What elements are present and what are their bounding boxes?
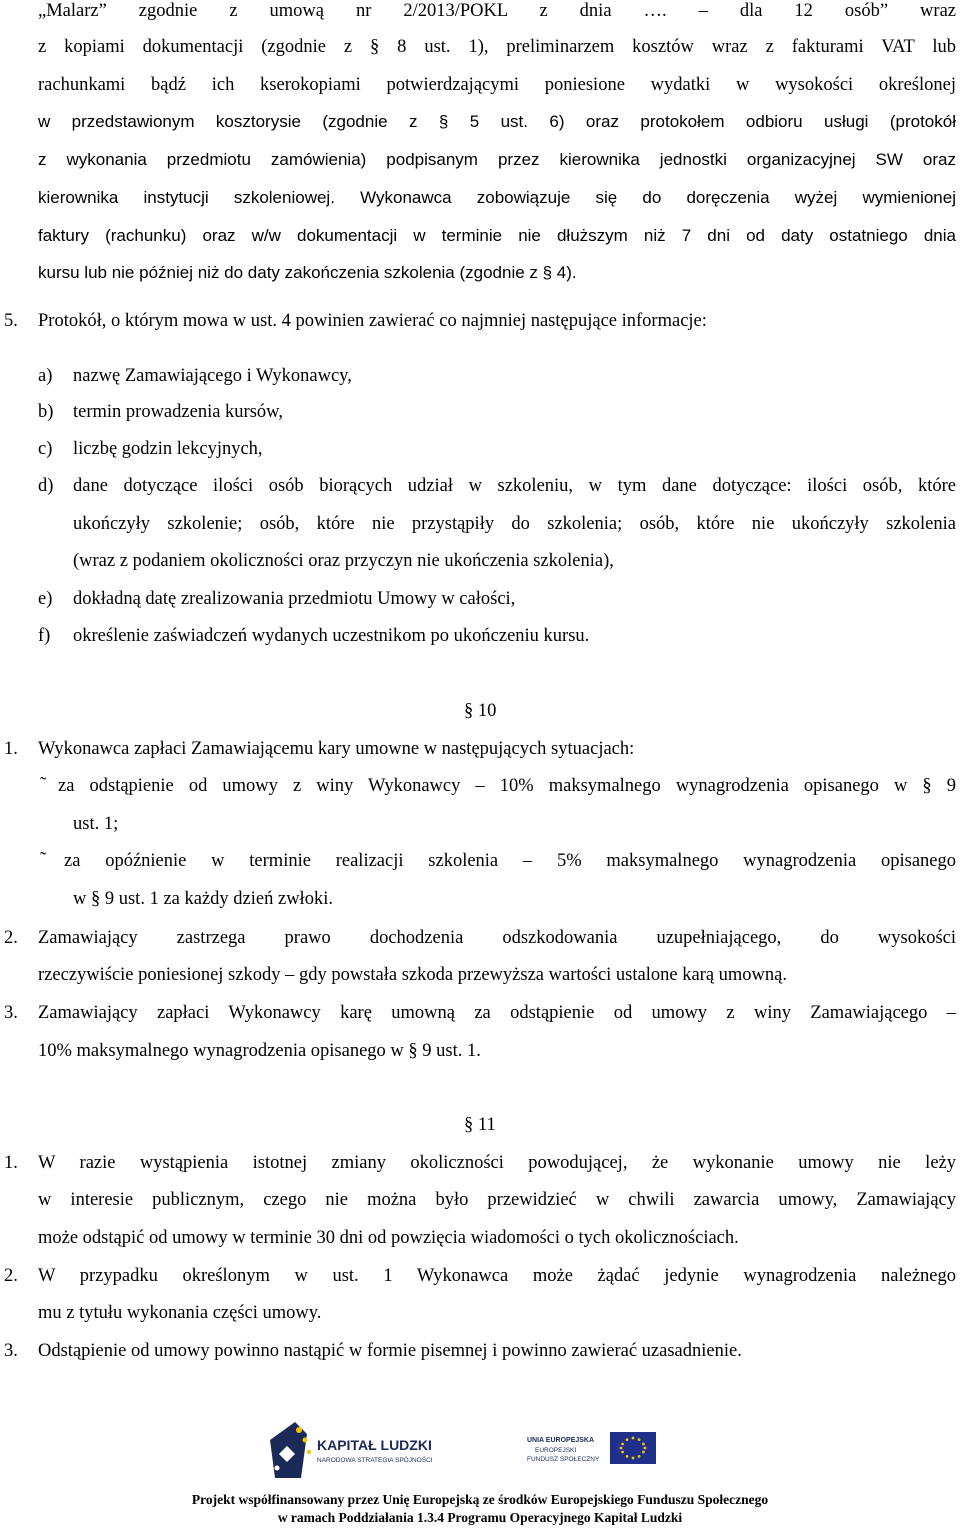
bullet-mark: ˜ — [40, 850, 47, 870]
item-text: Odstąpienie od umowy powinno nastąpić w formie pisemnej i powinno zawierać uzasadnienie. — [38, 1341, 742, 1361]
eu-flag-icon — [610, 1432, 656, 1464]
section-heading: § 11 — [464, 1115, 496, 1135]
logo-eu-line1: UNIA EUROPEJSKA — [527, 1437, 595, 1444]
intro-line: z wykonania przedmiotu zamówienia) podpisanym przez kierownika jednostki organizacyjnej SW oraz — [38, 150, 956, 169]
bullet-mark: ˜ — [40, 775, 47, 795]
intro-line: rachunkami bądź ich kserokopiami potwierdzającymi poniesione wydatki w wysokości określonej — [38, 75, 956, 95]
intro-line: w przedstawionym kosztorysie (zgodnie z § 5 ust. 6) oraz protokołem odbioru usługi (protokół — [38, 112, 956, 131]
item-text: Zamawiający zastrzega prawo dochodzenia odszkodowania uzupełniającego, do wysokości — [38, 928, 956, 948]
subitem-text: dane dotyczące ilości osób biorących udział w szkoleniu, w tym dane dotyczące: ilości osób, które — [73, 476, 956, 496]
subitem-letter: d) — [38, 476, 54, 496]
subitem-letter: a) — [38, 366, 53, 386]
intro-line: kursu lub nie później niż do daty zakończenia szkolenia (zgodnie z § 4). — [38, 263, 577, 282]
item-text: Zamawiający zapłaci Wykonawcy karę umowną za odstąpienie od umowy z winy Zamawiającego – — [38, 1003, 956, 1023]
intro-line: „Malarz” zgodnie z umową nr 2/2013/POKL z dnia …. – dla 12 osób” wraz — [38, 1, 956, 21]
bullet-text: za opóźnienie w terminie realizacji szkolenia – 5% maksymalnego wynagrodzenia opisanego — [64, 851, 956, 871]
item-text: Wykonawca zapłaci Zamawiającemu kary umowne w następujących sytuacjach: — [38, 739, 635, 759]
subitem-text: termin prowadzenia kursów, — [73, 402, 283, 422]
item-text: Protokół, o którym mowa w ust. 4 powinien zawierać co najmniej następujące informacje: — [38, 311, 707, 331]
intro-line: z kopiami dokumentacji (zgodnie z § 8 ust. 1), preliminarzem kosztów wraz z fakturami VAT lub — [38, 37, 956, 57]
section-heading: § 10 — [464, 701, 497, 721]
subitem-letter: f) — [38, 626, 51, 646]
subitem-text: dokładną datę zrealizowania przedmiotu Umowy w całości, — [73, 589, 516, 609]
intro-line: faktury (rachunku) oraz w/w dokumentacji w terminie nie dłuższym niż 7 dni od daty ostatniego dnia — [38, 226, 956, 245]
logo-eu-line3: FUNDUSZ SPOŁECZNY — [527, 1456, 600, 1463]
item-text: w interesie publicznym, czego nie można było przewidzieć w chwili zawarcia umowy, Zamawiający — [38, 1190, 956, 1210]
item-text: W razie wystąpienia istotnej zmiany okoliczności powodującej, że wykonanie umowy nie leży — [38, 1153, 956, 1173]
item-text: może odstąpić od umowy w terminie 30 dni od powzięcia wiadomości o tych okolicznościach. — [38, 1228, 739, 1248]
item-number: 3. — [4, 1341, 18, 1361]
subitem-text: określenie zaświadczeń wydanych uczestnikom po ukończeniu kursu. — [73, 626, 590, 646]
subitem-text: ukończyły szkolenie; osób, które nie przystąpiły do szkolenia; osób, które nie ukończyły szkolenia — [73, 514, 956, 534]
intro-line: kierownika instytucji szkoleniowej. Wykonawca zobowiązuje się do doręczenia wyżej wymienionej — [38, 188, 956, 207]
subitem-letter: c) — [38, 439, 53, 459]
subitem-letter: e) — [38, 589, 53, 609]
item-number: 2. — [4, 928, 18, 948]
footer-line: Projekt współfinansowany przez Unię Europejską ze środków Europejskiego Funduszu Społecznego — [191, 1492, 769, 1507]
footer-logos — [265, 1420, 685, 1482]
bullet-text: ust. 1; — [73, 814, 119, 834]
logo-kl-title: KAPITAŁ LUDZKI — [317, 1437, 432, 1453]
kapital-ludzki-logo-icon — [270, 1422, 311, 1478]
subitem-text: (wraz z podaniem okoliczności oraz przyczyn nie ukończenia szkolenia), — [73, 551, 614, 571]
item-text: rzeczywiście poniesionej szkody – gdy powstała szkoda przewyższa wartości ustalone karą umowną. — [38, 965, 787, 985]
item-number: 5. — [4, 311, 18, 331]
logo-kl-sub: NARODOWA STRATEGIA SPÓJNOŚCI — [317, 1457, 433, 1464]
logo-eu-line2: EUROPEJSKI — [535, 1447, 577, 1454]
item-number: 3. — [4, 1003, 18, 1023]
subitem-text: nazwę Zamawiającego i Wykonawcy, — [73, 366, 352, 386]
subitem-text: liczbę godzin lekcyjnych, — [73, 439, 263, 459]
item-number: 1. — [4, 739, 18, 759]
bullet-text: w § 9 ust. 1 za każdy dzień zwłoki. — [73, 889, 333, 909]
subitem-letter: b) — [38, 402, 54, 422]
bullet-text: za odstąpienie od umowy z winy Wykonawcy – 10% maksymalnego wynagrodzenia opisanego w § 9 — [58, 776, 956, 796]
item-text: W przypadku określonym w ust. 1 Wykonawca może żądać jedynie wynagrodzenia należnego — [38, 1266, 956, 1286]
item-text: mu z tytułu wykonania części umowy. — [38, 1303, 322, 1323]
item-text: 10% maksymalnego wynagrodzenia opisanego w § 9 ust. 1. — [38, 1041, 481, 1061]
item-number: 2. — [4, 1266, 18, 1286]
footer-logos-graphic — [265, 1420, 685, 1482]
item-number: 1. — [4, 1153, 18, 1173]
footer-line: w ramach Poddziałania 1.3.4 Programu Operacyjnego Kapitał Ludzki — [277, 1510, 683, 1525]
